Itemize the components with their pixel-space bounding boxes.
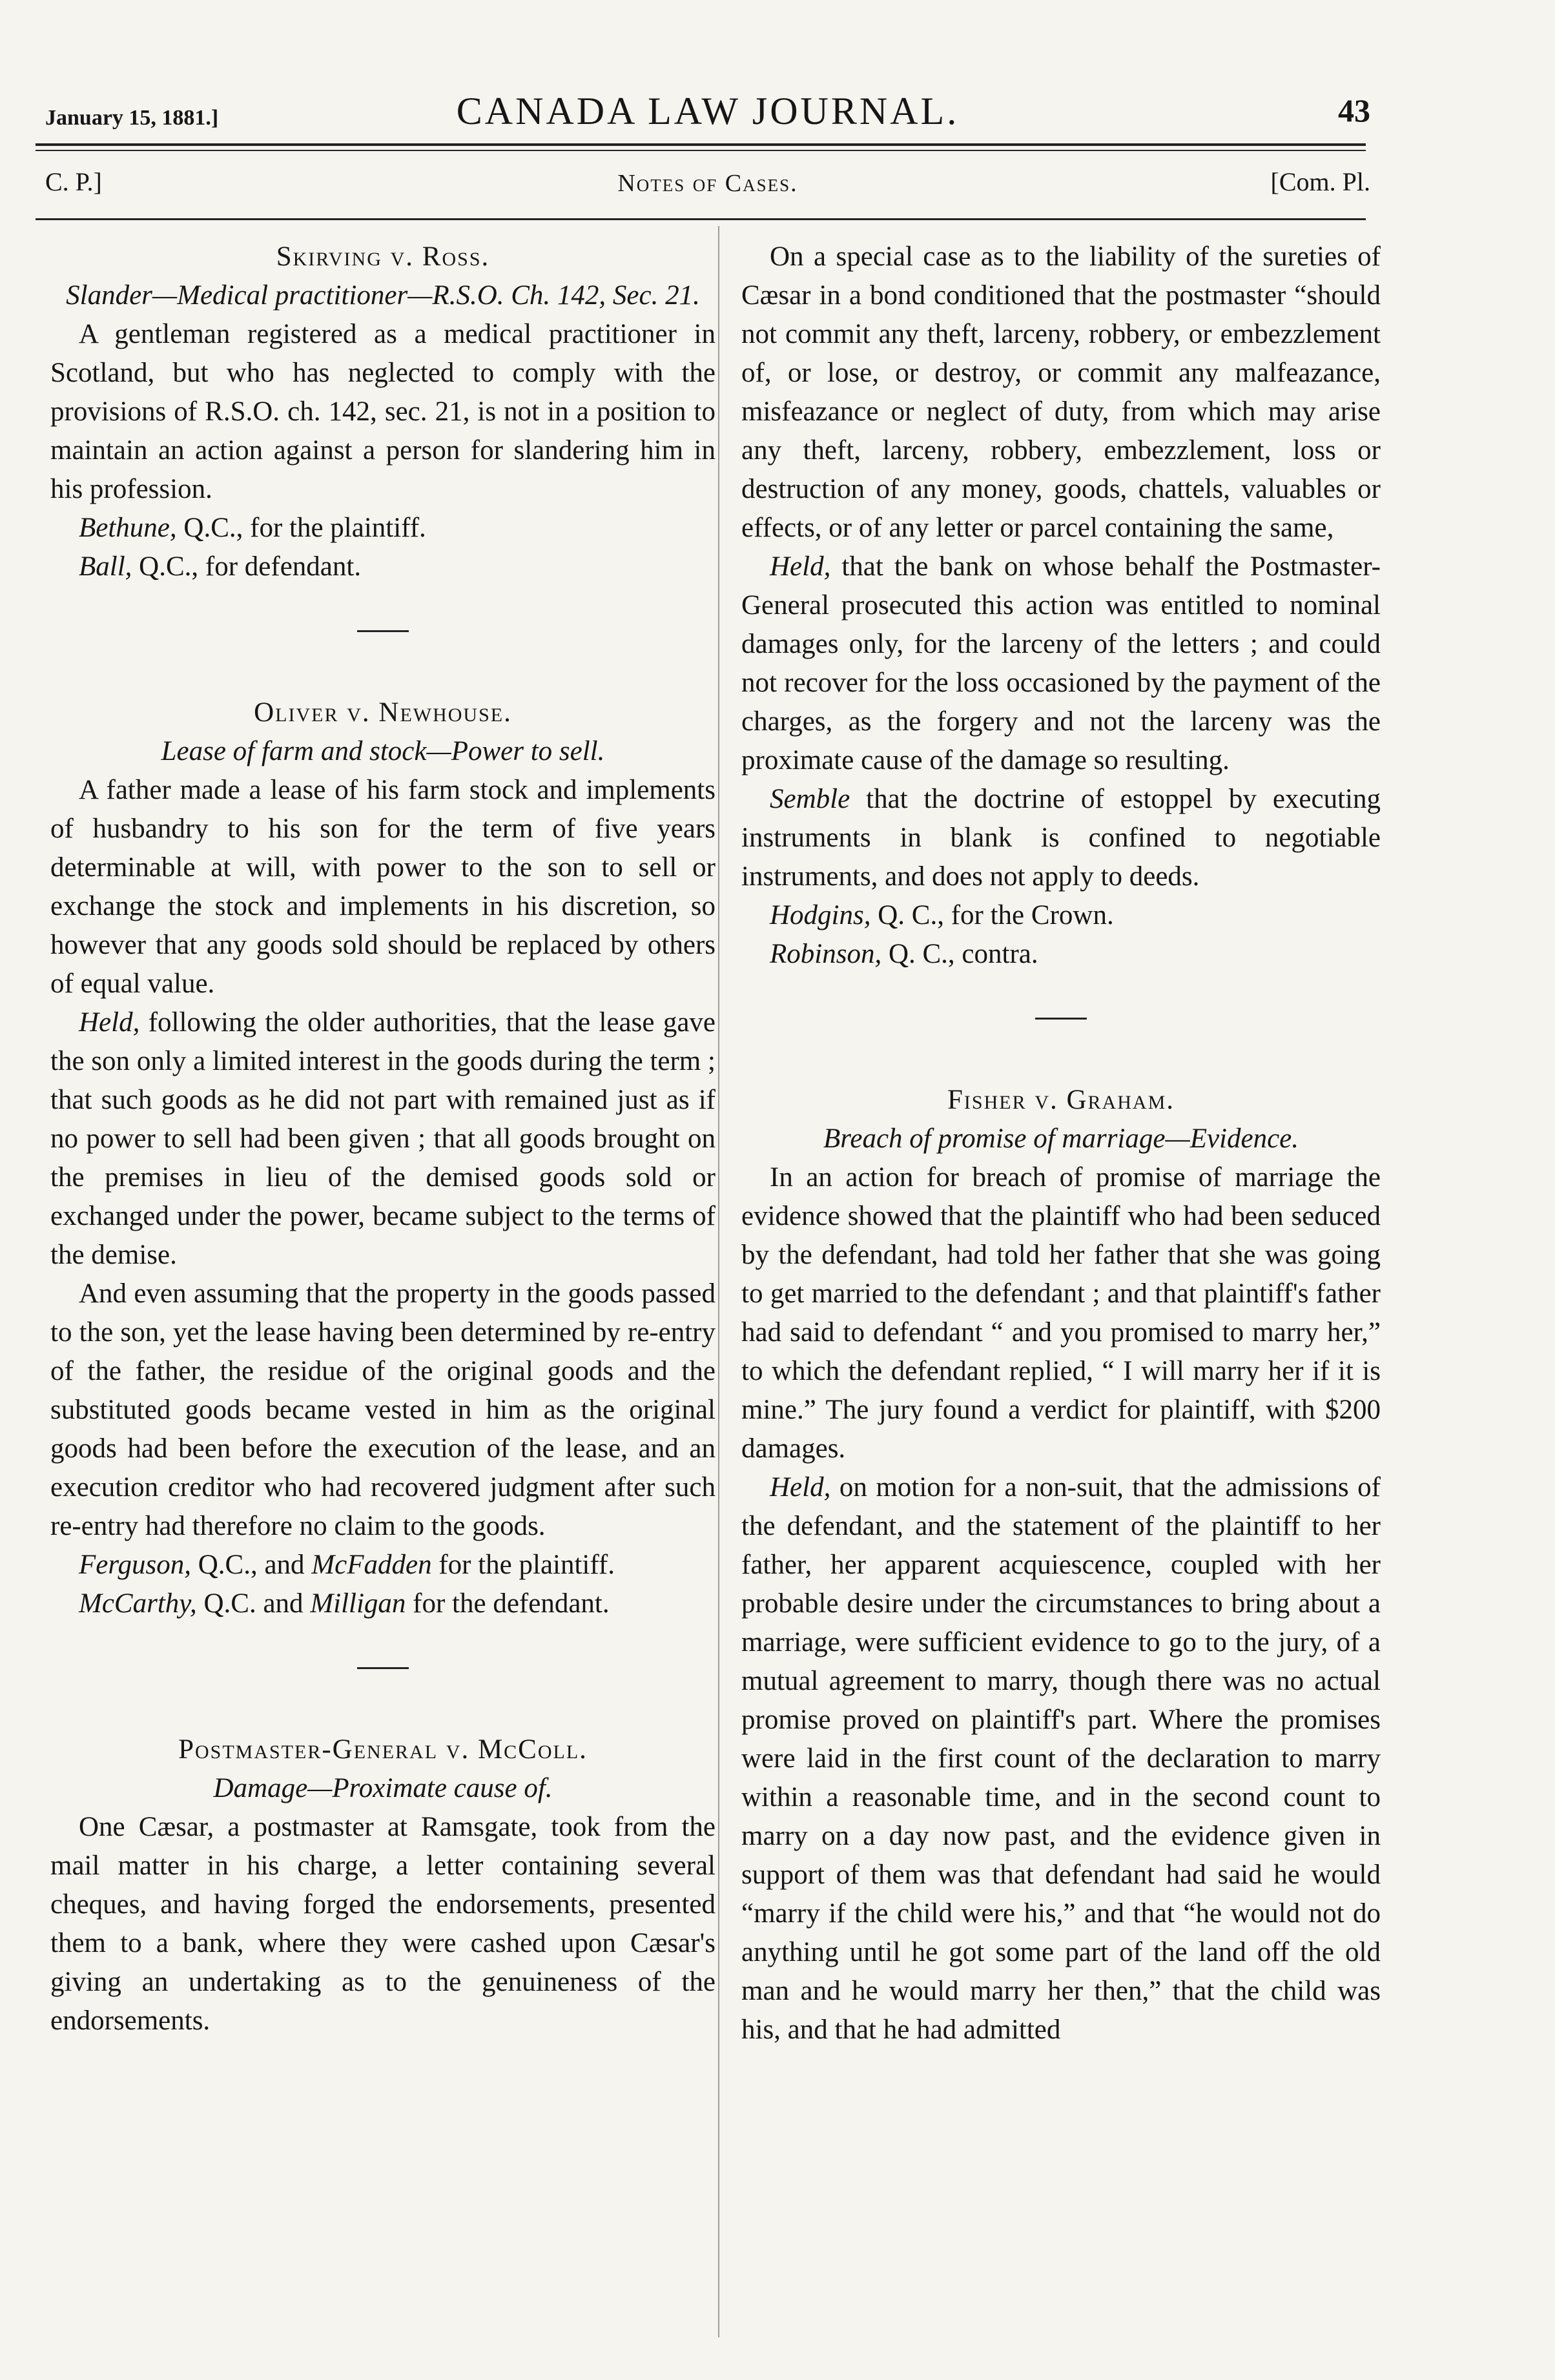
issue-date: January 15, 1881.] bbox=[45, 106, 219, 130]
holding-paragraph bbox=[741, 1468, 1381, 2049]
case-subtitle: Slander—Medical practitioner—R.S.O. Ch. 142, Sec. 21. bbox=[66, 280, 700, 311]
header-rule-thick bbox=[36, 143, 1366, 146]
case-paragraph: On a special case as to the liability of the sureties of Cæsar in a bond conditioned that the postmaster “should not commit any theft, larceny, robbery, or embezzlement of, or lose, or destroy, or commit any malfeazance, misfeazance or neglect of duty, from which may arise any theft, larceny, robbery, embezzlement, loss or destruction of any money, goods, chattels, valuables or effects, or of any letter or parcel containing the same, bbox=[741, 241, 1381, 543]
case-paragraph: One Cæsar, a postmaster at Ramsgate, took from the mail matter in his charge, a letter containing several cheques, and having forged the endorsements, presented them to a bank, where they were cashed upon Cæsar's giving an undertaking as to the genuineness of the endorsements. bbox=[50, 1812, 716, 2036]
case-title: Fisher v. Graham. bbox=[947, 1085, 1175, 1115]
counsel-line bbox=[741, 935, 1381, 974]
semble-text: that the doctrine of estoppel by executing instruments in blank is confined to negotiable instruments, and does not apply to deeds. bbox=[741, 784, 1381, 892]
counsel-line bbox=[50, 509, 716, 548]
section-head bbox=[45, 167, 1370, 205]
case-paragraph: A father made a lease of his farm stock and implements of husbandry to his son for the term of five years determinable at will, with power to the son to sell or exchange the stock and implements in his discretion, so however that any goods sold should be replaced by others of equal value. bbox=[50, 775, 716, 999]
counsel-role: for the plaintiff. bbox=[431, 1550, 615, 1580]
counsel-line bbox=[50, 1585, 716, 1623]
case-separator bbox=[741, 997, 1381, 1036]
counsel-name: Milligan bbox=[310, 1588, 406, 1619]
counsel-name: Ferguson, bbox=[79, 1550, 191, 1580]
journal-title: CANADA LAW JOURNAL. bbox=[456, 90, 960, 132]
counsel-role: Q.C., for defendant. bbox=[132, 551, 362, 582]
counsel-line bbox=[741, 896, 1381, 935]
held-word: Held, bbox=[79, 1007, 140, 1038]
case-postmaster-part2 bbox=[741, 238, 1381, 974]
holding-text: that the bank on whose behalf the Postmaster-General prosecuted this action was entitled to nominal damages only, for the larceny of the letters ; and could not recover for the loss occasioned by the payment of the charges, as the forgery and not the larceny was the proximate cause of the damage so resulting. bbox=[741, 551, 1381, 775]
right-column bbox=[741, 238, 1381, 2049]
left-column bbox=[50, 238, 716, 2036]
holding-paragraph bbox=[50, 1003, 716, 1275]
running-head bbox=[45, 89, 1370, 134]
counsel-name: McFadden bbox=[311, 1550, 432, 1580]
holding-text: following the older authorities, that the lease gave the son only a limited interest in the goods during the term ; that such goods as he did not part with remained just as if no power to sell had been given ; that all goods brought on the premises in lieu of the demised goods sold or exchanged under the power, became subject to the terms of the demise. bbox=[50, 1007, 716, 1270]
case-separator bbox=[50, 610, 716, 648]
case-paragraph: A gentleman registered as a medical practitioner in Scotland, but who has neglected to comply with the provisions of R.S.O. ch. 142, sec. 21, is not in a position to maintain an action against a person for slandering him in his profession. bbox=[50, 319, 716, 504]
case-postmaster-part1 bbox=[50, 1730, 716, 2036]
holding-paragraph bbox=[741, 548, 1381, 780]
section-rule bbox=[36, 218, 1366, 220]
case-title: Skirving v. Ross. bbox=[276, 241, 490, 272]
counsel-role: for the defendant. bbox=[406, 1588, 610, 1619]
counsel-name: Robinson, bbox=[770, 939, 882, 969]
court-abbreviation: C. P.] bbox=[45, 167, 102, 196]
page-number: 43 bbox=[1338, 92, 1370, 128]
counsel-name: Ball, bbox=[79, 551, 132, 582]
counsel-name: McCarthy, bbox=[79, 1588, 197, 1619]
case-paragraph: And even assuming that the property in the goods passed to the son, yet the lease having been determined by re-entry of the father, the residue of the original goods and the substituted goods became vested in him as the original goods had been before the execution of the lease, and an execution creditor who had recovered judgment after such re-entry had therefore no claim to the goods. bbox=[50, 1278, 716, 1541]
counsel-conjunction: Q.C. and bbox=[196, 1588, 311, 1619]
semble-paragraph bbox=[741, 780, 1381, 896]
counsel-line bbox=[50, 1546, 716, 1585]
case-oliver bbox=[50, 693, 716, 1623]
case-subtitle: Lease of farm and stock—Power to sell. bbox=[161, 736, 605, 766]
counsel-name: Hodgins, bbox=[770, 900, 871, 930]
case-subtitle: Breach of promise of marriage—Evidence. bbox=[823, 1123, 1299, 1154]
holding-text: on motion for a non-suit, that the admissions of the defendant, and the statement of the plaintiff to her father, her apparent acquiescence, coupled with her probable desire under the circumstances to bring about a marriage, were sufficient evidence to go to the jury, of a mutual agreement to marry, though there was no actual promise proved on plaintiff's part. Where the promises were laid in the first count of the declaration to marry within a reasonable time, and in the second count to marry on a day now past, and the evidence given in support of them was that defendant had said he would “marry if the child were his,” and that “he would not do anything until he got some part of the land off the old man and he would marry her then,” that the child was his, and that he had admitted bbox=[741, 1472, 1381, 2045]
case-skirving bbox=[50, 238, 716, 586]
semble-word: Semble bbox=[770, 784, 850, 814]
case-fisher bbox=[741, 1081, 1381, 2049]
counsel-role: Q. C., for the Crown. bbox=[870, 900, 1114, 930]
court-name-right: [Com. Pl. bbox=[1270, 167, 1370, 196]
section-title: Notes of Cases. bbox=[617, 170, 798, 197]
case-separator bbox=[50, 1647, 716, 1685]
column-divider bbox=[718, 226, 719, 2337]
held-word: Held, bbox=[770, 551, 831, 582]
counsel-role: Q.C., for the plaintiff. bbox=[176, 513, 426, 543]
case-subtitle: Damage—Proximate cause of. bbox=[213, 1773, 553, 1803]
case-paragraph: In an action for breach of promise of marriage the evidence showed that the plaintiff who had been seduced by the defendant, had told her father that she was going to get married to the defendant ; and that plaintiff's father had said to defendant “ and you promised to marry her,” to which the defendant replied, “ I will marry her if it is mine.” The jury found a verdict for plaintiff, with $200 damages. bbox=[741, 1162, 1381, 1464]
counsel-role: Q. C., contra. bbox=[881, 939, 1038, 969]
case-title: Postmaster-General v. McColl. bbox=[178, 1734, 588, 1765]
header-rule-thin bbox=[36, 150, 1366, 151]
counsel-conjunction: Q.C., and bbox=[191, 1550, 312, 1580]
counsel-line bbox=[50, 548, 716, 586]
counsel-name: Bethune, bbox=[79, 513, 177, 543]
case-title: Oliver v. Newhouse. bbox=[254, 697, 512, 728]
held-word: Held, bbox=[770, 1472, 831, 1503]
